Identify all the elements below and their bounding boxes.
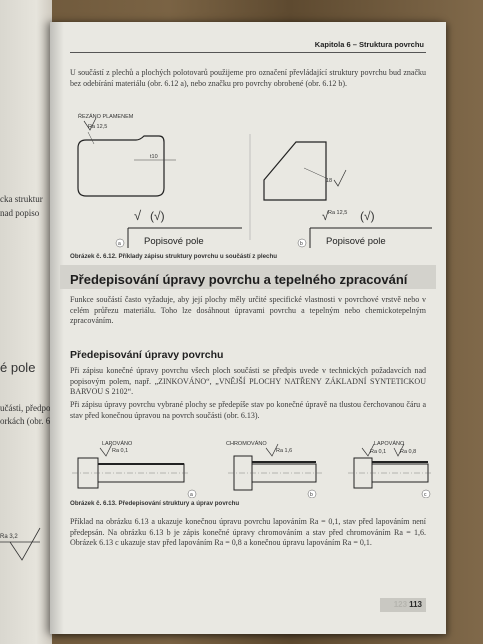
fig612b-field: Popisové pole — [326, 236, 386, 247]
prev-text-3: učásti, předpo — [0, 403, 51, 413]
fig613b-ra: Ra 1,6 — [276, 448, 293, 454]
fig613c-ra1: Ra 0,1 — [370, 449, 387, 455]
intro-paragraph: U součástí z plechů a plochých polotovarů použijeme pro označení převládající struktury povrchu bud značku bez odebírání materiálu (obr. 6.12 a), nebo značku pro povrchy obrobené (obr. 6.12 b). — [70, 68, 426, 88]
fig612a-tag: a — [118, 241, 121, 247]
fig613c-tag: c — [424, 492, 427, 498]
figure-6-13 — [64, 436, 434, 498]
page-number-ghost: 123 — [393, 600, 408, 609]
fig612b-tag: b — [300, 241, 303, 247]
fig613b-label: CHROMOVÁNO — [226, 441, 267, 447]
page-gutter-shadow — [50, 22, 64, 634]
subsection-heading: Předepisování úpravy povrchu — [70, 349, 224, 361]
svg-text:(√): (√) — [360, 209, 375, 223]
section-paragraph: Funkce součástí často vyžaduje, aby její plochy měly určité specifické vlastnosti v povrchové vrstvě nebo v celém průřezu materiálu. Toho lze dosáhnout úpravami povrchu a tepelným nebo chemickotepelným zpracováním. — [70, 295, 426, 325]
fig613c-ra2: Ra 0,8 — [400, 449, 417, 455]
prev-surface-symbol — [0, 520, 52, 600]
prev-text-1: cka struktur — [0, 194, 43, 204]
fig613a-tag: a — [190, 492, 193, 498]
prev-text-pole: é pole — [0, 360, 36, 375]
header-rule — [70, 52, 426, 53]
fig612a-dim: t10 — [150, 154, 158, 160]
fig612a-field: Popisové pole — [144, 236, 204, 247]
fig612b-ra: Ra 12,5 — [328, 210, 348, 216]
fig613b-tag: b — [310, 492, 313, 498]
prev-ra-label: Ra 3,2 — [0, 534, 18, 540]
figure-6-13-caption: Obrázek č. 6.13. Předepisování struktury a úprav povrchu — [70, 500, 240, 507]
subsection-paragraph-2: Při zápisu úpravy povrchu vybrané plochy se předepíše stav po konečné úpravě na tlustou čerchovanou čáru a stav před konečnou úpravou na povrch součásti (obr. 6.13). — [70, 400, 426, 420]
fig613a-label: LAPOVÁNO — [102, 441, 133, 447]
closing-paragraph: Příklad na obrázku 6.13 a ukazuje konečnou úpravu povrchu lapováním Ra = 0,1, stav před lapováním není předepsán. Na obrázku 6.13 b je zápis konečné úpravy chromováním a stav před chromováním Ra = 1,6. Obrázek 6.13 c ukazuje stav před lapováním Ra = 0,8 a konečnou úpravu lapováním Ra = 0,1. — [70, 517, 426, 547]
figure-6-12-caption: Obrázek č. 6.12. Příklady zápisu struktury povrchu u součástí z plechu — [70, 253, 278, 260]
svg-text:(√): (√) — [150, 209, 165, 223]
fig613c-label: LAPOVÁNO — [374, 441, 405, 447]
book-page — [50, 22, 446, 634]
prev-text-2: nad popiso — [0, 208, 40, 218]
subsection-paragraph-1: Při zápisu konečné úpravy povrchu všech ploch součásti se předpis uvede v technických požadavcích nad popisovým polem, např. „ZINKOVÁNO“, „VNĚJŠÍ PLOCHY NATŘENY ZÁKLADNÍ SYNTETICKOU BARVOU S 2102“. — [70, 366, 426, 396]
previous-page-edge — [0, 0, 52, 644]
chapter-header: Kapitola 6 – Struktura povrchu — [314, 40, 424, 49]
section-heading: Předepisování úpravy povrchu a tepelného zpracování — [70, 272, 408, 287]
prev-text-4: orkách (obr. 6 — [0, 416, 51, 426]
page-number — [380, 598, 426, 612]
fig613a-ra: Ra 0,1 — [112, 448, 129, 454]
page-number-value: 113 — [409, 600, 422, 609]
fig612b-small: 18 — [326, 178, 333, 184]
svg-text:√: √ — [322, 209, 329, 223]
fig612a-label: ŘEZÁNO PLAMENEM — [78, 114, 134, 120]
svg-text:√: √ — [134, 208, 142, 223]
figure-6-12 — [64, 108, 434, 248]
fig612a-ra: Ra 12,5 — [88, 124, 108, 130]
